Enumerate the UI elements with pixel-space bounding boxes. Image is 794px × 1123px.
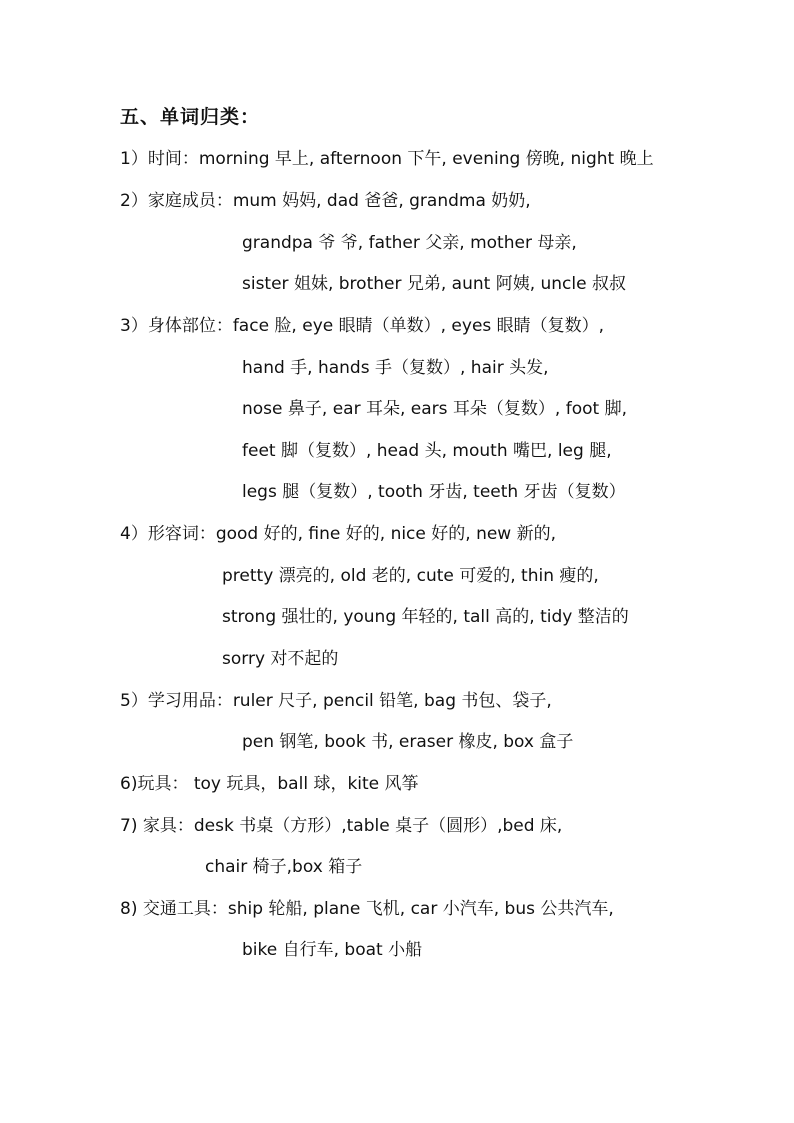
- section-title: 五、单词归类：: [120, 106, 261, 128]
- category-body: 3）身体部位：face 脸, eye 眼睛（单数）, eyes 眼睛（复数）,: [120, 316, 605, 336]
- category-family: 2）家庭成员：mum 妈妈, dad 爸爸, grandma 奶奶,: [120, 191, 531, 211]
- category-body-line-4: feet 脚（复数）, head 头, mouth 嘴巴, leg 腿,: [242, 441, 612, 461]
- category-adjectives-line-2: pretty 漂亮的, old 老的, cute 可爱的, thin 瘦的,: [222, 566, 599, 586]
- category-adjectives: 4）形容词：good 好的, fine 好的, nice 好的, new 新的,: [120, 524, 557, 544]
- category-adjectives-line-3: strong 强壮的, young 年轻的, tall 高的, tidy 整洁的: [222, 607, 629, 627]
- category-family-line-3: sister 姐妹, brother 兄弟, aunt 阿姨, uncle 叔叔: [242, 274, 626, 294]
- category-body-line-3: nose 鼻子, ear 耳朵, ears 耳朵（复数）, foot 脚,: [242, 399, 627, 419]
- category-adjectives-line-4: sorry 对不起的: [222, 649, 339, 669]
- category-family-line-2: grandpa 爷 爷, father 父亲, mother 母亲,: [242, 233, 577, 253]
- category-transport: 8) 交通工具：ship 轮船, plane 飞机, car 小汽车, bus 公共汽车,: [120, 899, 614, 919]
- category-school-supplies: 5）学习用品：ruler 尺子, pencil 铅笔, bag 书包、袋子,: [120, 691, 552, 711]
- category-time: 1）时间：morning 早上, afternoon 下午, evening 傍晚, night 晚上: [120, 149, 654, 169]
- category-transport-line-2: bike 自行车, boat 小船: [242, 940, 423, 960]
- category-school-supplies-line-2: pen 钢笔, book 书, eraser 橡皮, box 盒子: [242, 732, 574, 752]
- category-body-line-2: hand 手, hands 手（复数）, hair 头发,: [242, 358, 549, 378]
- category-body-line-5: legs 腿（复数）, tooth 牙齿, teeth 牙齿（复数）: [242, 482, 626, 502]
- category-furniture: 7) 家具：desk 书桌（方形）,table 桌子（圆形）,bed 床,: [120, 816, 563, 836]
- category-toys: 6)玩具： toy 玩具，ball 球，kite 风筝: [120, 774, 419, 794]
- category-furniture-line-2: chair 椅子,box 箱子: [205, 857, 363, 877]
